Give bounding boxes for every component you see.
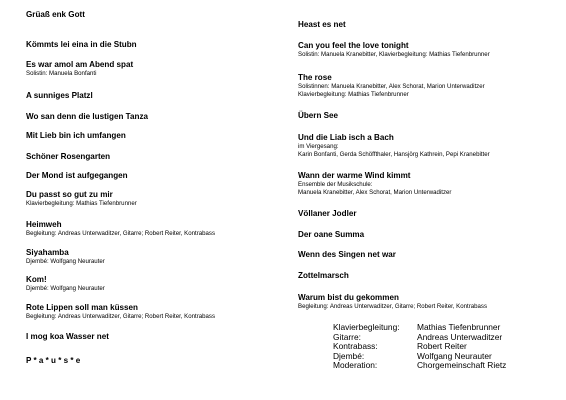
song-title: Mit Lieb bin ich umfangen (26, 131, 126, 140)
program-item (26, 60, 276, 78)
song-title: Siyahamba (26, 248, 69, 257)
performer-note: Manuela Kranebitter, Alex Schorat, Marion Unterwaditzer (298, 189, 452, 197)
program-item (26, 275, 276, 293)
performer-note: Begleitung: Andreas Unterwaditzer, Gitarre; Robert Reiter, Kontrabass (26, 313, 216, 320)
performer-note: Klavierbegleitung: Mathias Tiefenbrunner (26, 200, 137, 207)
credits-row (333, 361, 506, 371)
program-item (298, 20, 560, 30)
program-item (298, 271, 560, 281)
program-item (26, 171, 276, 181)
song-title: P * a * u * s * e (26, 356, 81, 365)
credit-name: Robert Reiter (417, 341, 467, 352)
credit-role: Moderation: (333, 360, 378, 371)
program-item (298, 293, 560, 311)
program-item (26, 112, 276, 122)
program-item (298, 73, 560, 100)
program-item (298, 209, 560, 219)
program-item (298, 171, 560, 198)
song-title: Der Mond ist aufgegangen (26, 171, 128, 180)
song-title: Der oane Summa (298, 230, 365, 239)
credit-name: Andreas Unterwaditzer (417, 331, 503, 342)
song-title: Wenn des Singen net war (298, 250, 396, 259)
performer-note: Ensemble der Musikschule: (298, 181, 373, 188)
song-title: Kom! (26, 275, 47, 284)
performer-note: Solistinnen: Manuela Kranebitter, Alex Schorat, Marion Unterwaditzer (298, 83, 485, 90)
credit-name: Wolfgang Neurauter (417, 350, 492, 361)
program-item (26, 152, 276, 162)
performer-note: Begleitung: Andreas Unterwaditzer, Gitarre; Robert Reiter, Kontrabass (26, 230, 216, 237)
program-item (298, 250, 560, 260)
program-item (26, 248, 276, 266)
credit-role: Klavierbegleitung: (333, 322, 400, 332)
song-title: I mog koa Wasser net (26, 332, 109, 341)
song-title: Und die Liab isch a Bach (298, 133, 394, 142)
program-item (26, 131, 276, 141)
credits-table (333, 323, 506, 371)
performer-note: Djembé: Wolfgang Neurauter (26, 258, 105, 265)
credit-name: Chorgemeinschaft Rietz (417, 360, 507, 371)
credit-role: Gitarre: (333, 331, 361, 342)
song-title: Heast es net (298, 20, 346, 29)
song-title: Es war amol am Abend spat (26, 60, 134, 69)
program-item (26, 303, 276, 321)
credit-role: Kontrabass: (333, 341, 378, 352)
performer-note: Karin Bonfanti, Gerda Schöffthaler, Hansjörg Kathrein, Pepi Kranebitter (298, 151, 490, 159)
song-title: Schöner Rosengarten (26, 152, 111, 161)
program-item (26, 10, 276, 20)
program-item (26, 220, 276, 238)
performer-note: Klavierbegleitung: Mathias Tiefenbrunner (298, 91, 409, 99)
program-item (26, 40, 276, 50)
program-item (298, 230, 560, 240)
performer-note: Solistin: Manuela Bonfanti (26, 70, 97, 77)
performer-note: im Viergesang: (298, 143, 339, 150)
program-item (298, 41, 560, 59)
credit-name: Mathias Tiefenbrunner (417, 322, 501, 332)
song-title: Wann der warme Wind kimmt (298, 171, 411, 180)
program-item (26, 91, 276, 101)
program-item (298, 133, 560, 160)
song-title: Du passt so gut zu mir (26, 190, 113, 199)
song-title: Völlaner Jodler (298, 209, 357, 218)
song-title: Rote Lippen soll man küssen (26, 303, 138, 312)
song-title: Zottelmarsch (298, 271, 349, 280)
program-item (298, 111, 560, 121)
song-title: Heimweh (26, 220, 62, 229)
program-item (26, 332, 276, 342)
song-title: Grüaß enk Gott (26, 10, 85, 19)
program-item (26, 190, 276, 208)
performer-note: Djembé: Wolfgang Neurauter (26, 285, 105, 292)
song-title: Kömmts lei eina in die Stubn (26, 40, 137, 49)
song-title: The rose (298, 73, 332, 82)
credit-role: Djembé: (333, 350, 365, 361)
song-title: A sunniges Platzl (26, 91, 93, 100)
song-title: Warum bist du gekommen (298, 293, 399, 302)
performer-note: Solistin: Manuela Kranebitter, Klavierbegleitung: Mathias Tiefenbrunner (298, 51, 490, 58)
song-title: Übern See (298, 111, 339, 120)
song-title: Wo san denn die lustigen Tanza (26, 112, 149, 121)
performer-note: Begleitung: Andreas Unterwaditzer, Gitarre; Robert Reiter, Kontrabass (298, 303, 488, 310)
program-item (26, 356, 276, 366)
song-title: Can you feel the love tonight (298, 41, 409, 50)
